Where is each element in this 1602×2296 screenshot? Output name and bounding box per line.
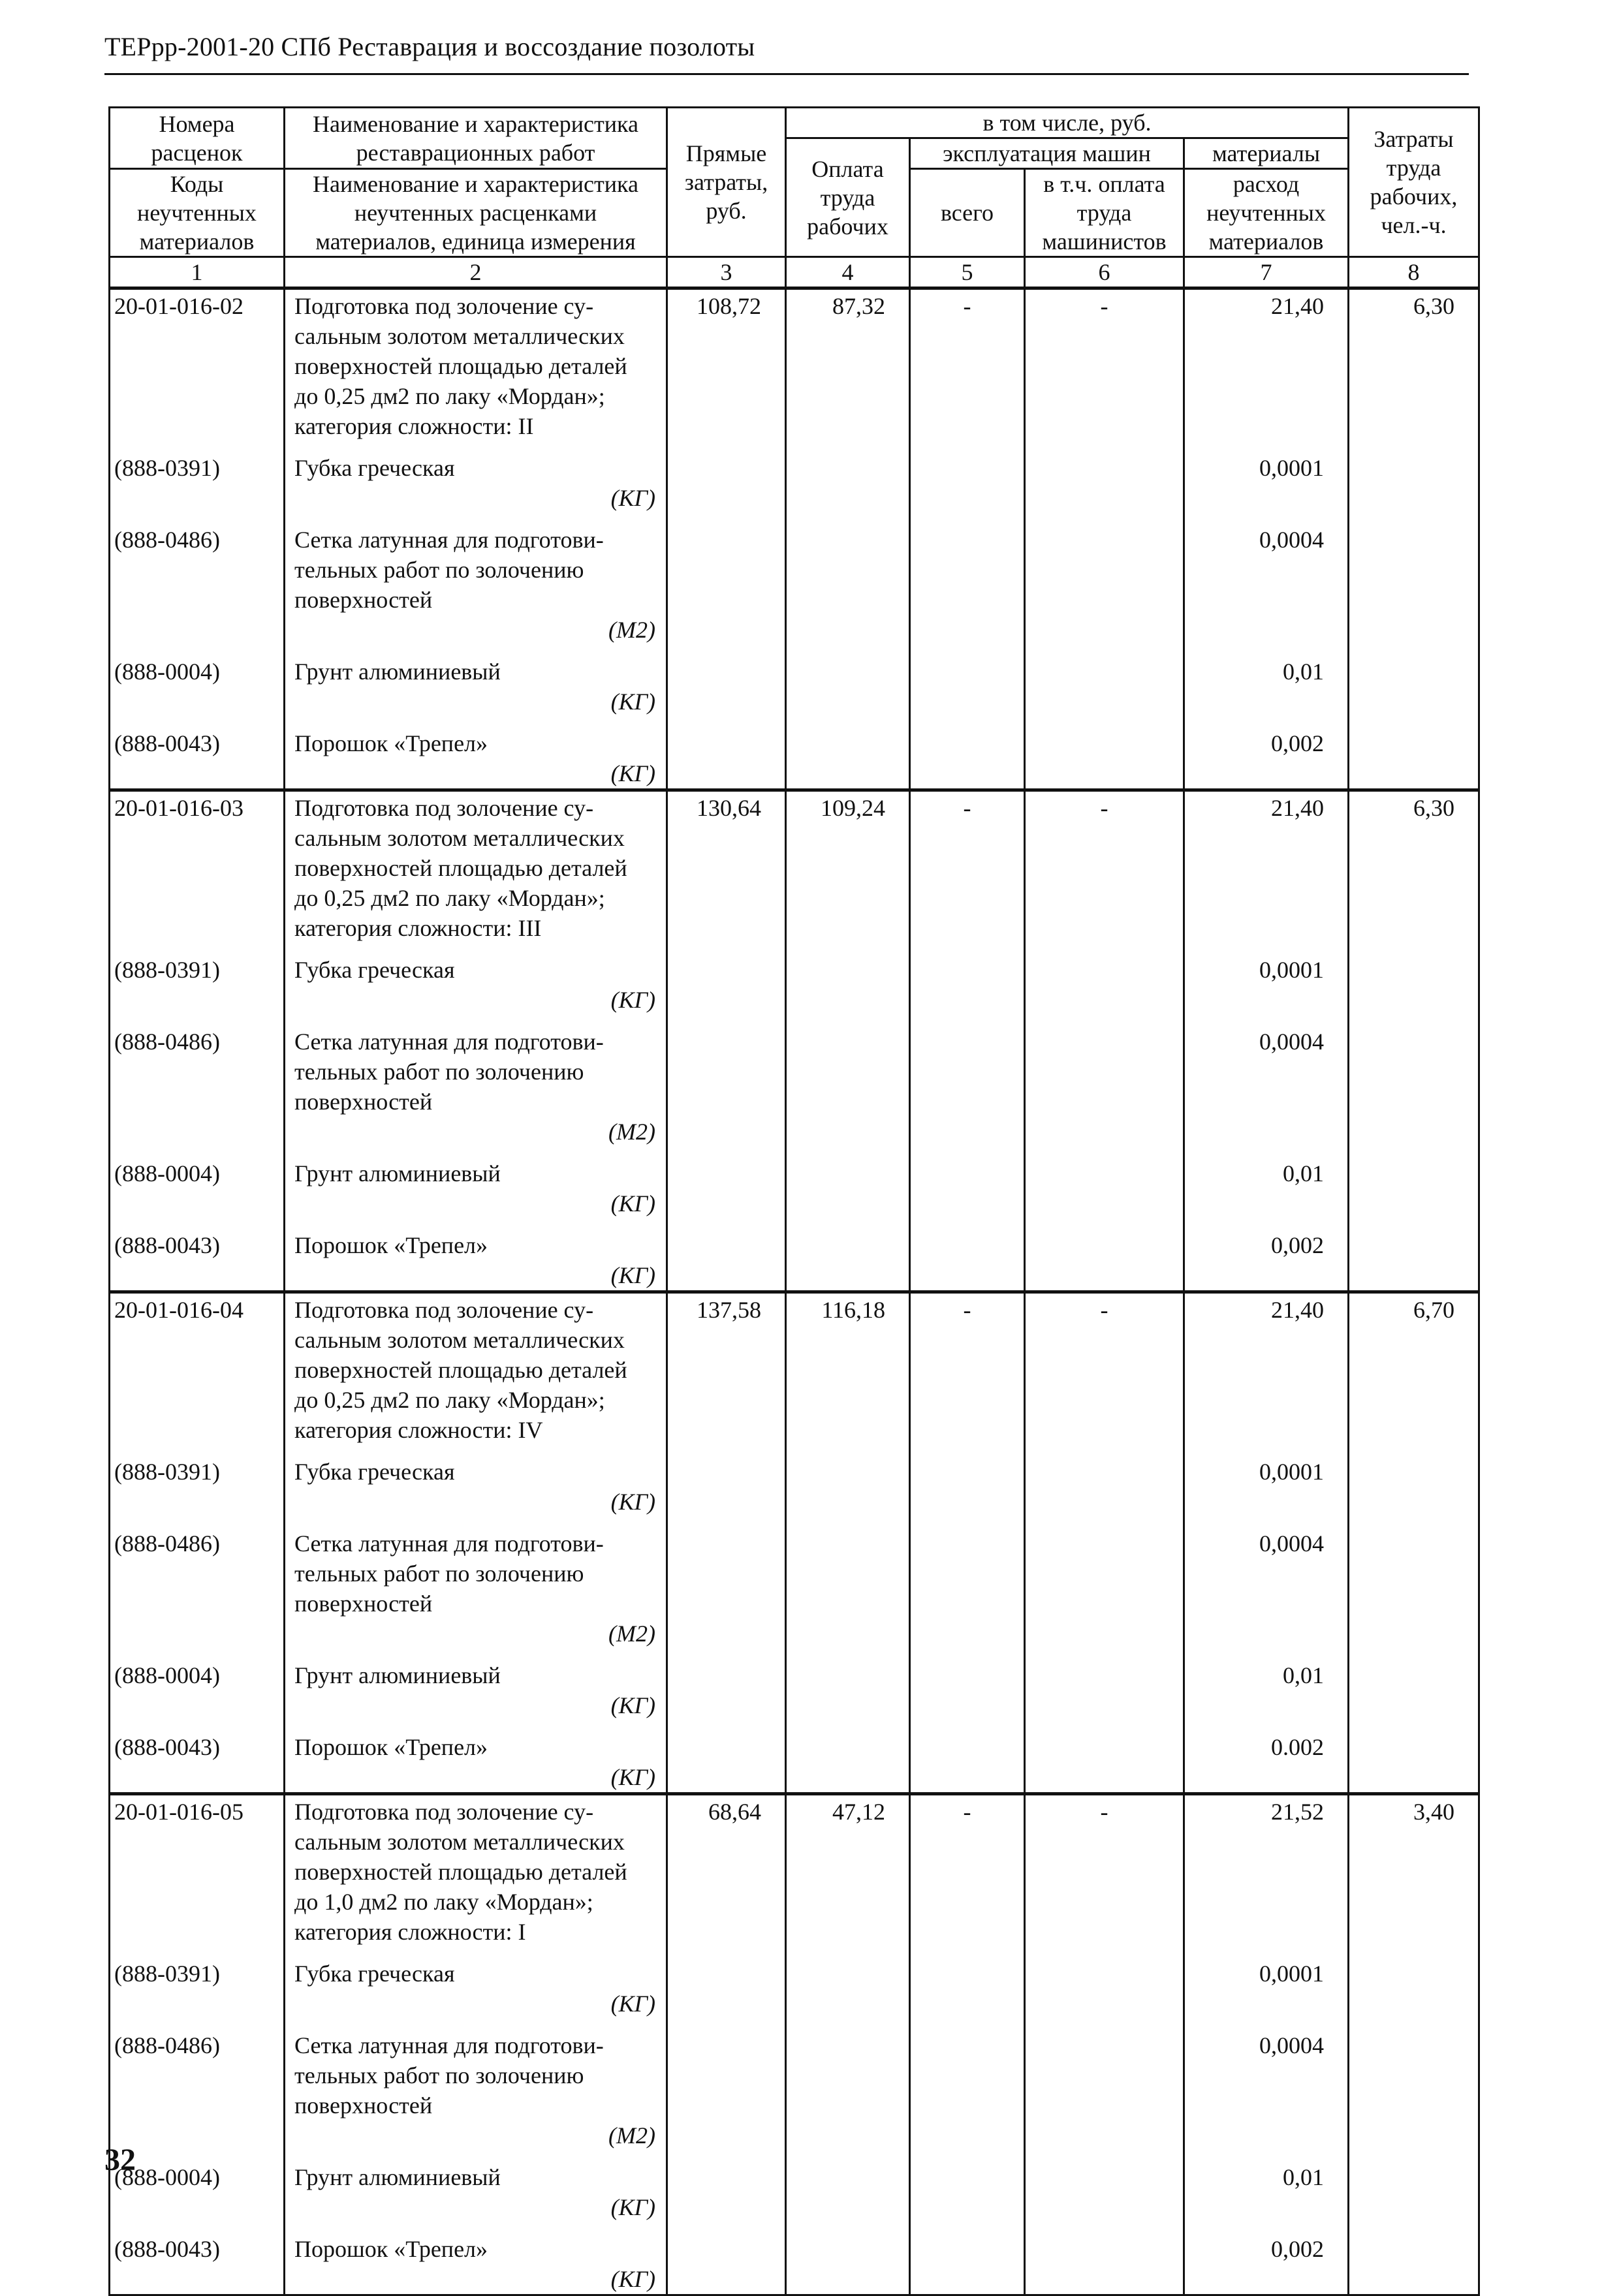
material-amount: 0,01 <box>1184 1649 1349 1720</box>
material-name-cell <box>285 1445 667 1517</box>
labor-hours: 6,30 <box>1349 790 1479 944</box>
direct-cost: 137,58 <box>667 1292 786 1446</box>
machinist-pay: - <box>1025 790 1184 944</box>
machinist-pay: - <box>1025 288 1184 442</box>
material-amount: 0,01 <box>1184 2150 1349 2222</box>
material-amount: 0,0004 <box>1184 1015 1349 1147</box>
labor-hours: 6,70 <box>1349 1292 1479 1446</box>
material-amount: 0,0004 <box>1184 513 1349 645</box>
rate-code: 20-01-016-04 <box>110 1292 285 1446</box>
material-name-cell <box>285 645 667 717</box>
material-name: Порошок «Трепел» <box>294 2236 488 2262</box>
material-amount: 0,01 <box>1184 645 1349 717</box>
header-materials-usage-label: расход неучтенных материалов <box>1206 171 1326 255</box>
machines-total: - <box>910 288 1025 442</box>
direct-cost: 130,64 <box>667 790 786 944</box>
header-direct-cost-label: Прямые затраты, руб. <box>684 140 768 224</box>
material-amount: 0,0001 <box>1184 943 1349 1015</box>
column-number: 6 <box>1025 257 1184 288</box>
rate-code: 20-01-016-02 <box>110 288 285 442</box>
material-row <box>110 1445 1479 1517</box>
rate-row <box>110 790 1479 944</box>
header-rate-numbers-label: Номера расценок <box>151 110 243 166</box>
material-unit: (КГ) <box>610 1692 655 1718</box>
header-cell-direct-cost <box>667 108 786 257</box>
material-code: (888-0004) <box>110 2150 285 2222</box>
material-row <box>110 513 1479 645</box>
labor-hours: 3,40 <box>1349 1794 1479 1947</box>
header-machines-label: эксплуатация машин <box>943 140 1151 166</box>
material-name: Порошок «Трепел» <box>294 730 488 756</box>
material-name-cell <box>285 943 667 1015</box>
material-name-cell <box>285 2150 667 2222</box>
header-cell-materials-usage <box>1184 169 1349 257</box>
material-amount: 0,002 <box>1184 717 1349 790</box>
column-number: 3 <box>667 257 786 288</box>
material-name: Порошок «Трепел» <box>294 1734 488 1760</box>
header-cell-labor-hours <box>1349 108 1479 257</box>
material-unit: (М2) <box>608 1119 655 1145</box>
material-row <box>110 1218 1479 1292</box>
page-number: 32 <box>104 2143 136 2177</box>
material-name-cell <box>285 717 667 790</box>
material-row <box>110 1015 1479 1147</box>
material-amount: 0,002 <box>1184 1218 1349 1292</box>
material-amount: 0,0001 <box>1184 1445 1349 1517</box>
material-code: (888-0391) <box>110 943 285 1015</box>
column-number: 2 <box>285 257 667 288</box>
material-code: (888-0486) <box>110 513 285 645</box>
material-code: (888-0004) <box>110 1147 285 1218</box>
material-name: Губка греческая <box>294 1459 455 1485</box>
header-labor-hours-label: Затраты труда рабочих, чел.-ч. <box>1370 126 1458 238</box>
machines-total: - <box>910 1794 1025 1947</box>
material-name-cell <box>285 513 667 645</box>
header-cell-machines <box>910 138 1184 169</box>
material-code: (888-0486) <box>110 2019 285 2150</box>
material-row <box>110 1517 1479 1649</box>
material-name-cell <box>285 1720 667 1794</box>
rate-code: 20-01-016-03 <box>110 790 285 944</box>
column-numbers-row <box>110 257 1479 288</box>
header-cell-material-names <box>285 169 667 257</box>
rate-row <box>110 1292 1479 1446</box>
header-machines-total-label: всего <box>940 200 994 226</box>
material-amount: 0,0004 <box>1184 1517 1349 1649</box>
material-unit: (М2) <box>608 617 655 643</box>
header-cell-work-name <box>285 108 667 169</box>
material-name-cell <box>285 2222 667 2295</box>
machinist-pay: - <box>1025 1292 1184 1446</box>
material-name: Грунт алюминиевый <box>294 659 501 685</box>
material-amount: 0,01 <box>1184 1147 1349 1218</box>
material-unit: (КГ) <box>610 1190 655 1217</box>
material-code: (888-0043) <box>110 717 285 790</box>
material-name-cell <box>285 1947 667 2019</box>
column-number: 8 <box>1349 257 1479 288</box>
material-code: (888-0043) <box>110 1720 285 1794</box>
material-name: Грунт алюминиевый <box>294 2164 501 2190</box>
material-unit: (КГ) <box>610 987 655 1013</box>
table-body <box>110 288 1479 2295</box>
header-cell-machinist-pay <box>1025 169 1184 257</box>
materials-cost: 21,40 <box>1184 790 1349 944</box>
material-unit: (КГ) <box>610 1489 655 1515</box>
direct-cost: 108,72 <box>667 288 786 442</box>
material-name-cell <box>285 1649 667 1720</box>
material-unit: (КГ) <box>610 760 655 786</box>
column-number: 7 <box>1184 257 1349 288</box>
material-name: Губка греческая <box>294 957 455 983</box>
material-row <box>110 717 1479 790</box>
header-materials-label: материалы <box>1212 140 1321 166</box>
header-material-names-label: Наименование и характеристика неучтенных расценками материалов, единица измерения <box>313 171 638 255</box>
labor-pay: 109,24 <box>786 790 910 944</box>
material-code: (888-0391) <box>110 1947 285 2019</box>
material-code: (888-0486) <box>110 1517 285 1649</box>
material-row <box>110 2222 1479 2295</box>
header-group-label: в том числе, руб. <box>982 110 1152 136</box>
direct-cost: 68,64 <box>667 1794 786 1947</box>
material-amount: 0,0001 <box>1184 441 1349 513</box>
materials-cost: 21,52 <box>1184 1794 1349 1947</box>
material-name: Грунт алюминиевый <box>294 1662 501 1688</box>
material-name: Сетка латунная для подготови-тельных работ по золочению поверхностей <box>294 2032 604 2118</box>
header-labor-pay-label: Оплата труда рабочих <box>807 155 888 240</box>
material-row <box>110 645 1479 717</box>
material-amount: 0,0004 <box>1184 2019 1349 2150</box>
material-row <box>110 1720 1479 1794</box>
header-work-name-label: Наименование и характеристика реставрационных работ <box>313 110 638 166</box>
machines-total: - <box>910 1292 1025 1446</box>
material-unit: (КГ) <box>610 689 655 715</box>
labor-pay: 116,18 <box>786 1292 910 1446</box>
header-cell-rate-numbers <box>110 108 285 169</box>
material-name: Сетка латунная для подготови-тельных работ по золочению поверхностей <box>294 527 604 613</box>
material-amount: 0,002 <box>1184 2222 1349 2295</box>
header-cell-group <box>786 108 1349 138</box>
materials-cost: 21,40 <box>1184 1292 1349 1446</box>
material-name: Губка греческая <box>294 455 455 481</box>
title-rule <box>104 73 1469 75</box>
material-amount: 0,0001 <box>1184 1947 1349 2019</box>
material-unit: (КГ) <box>610 1262 655 1288</box>
material-row <box>110 1649 1479 1720</box>
material-unit: (КГ) <box>610 1764 655 1790</box>
material-name-cell <box>285 441 667 513</box>
material-code: (888-0004) <box>110 1649 285 1720</box>
labor-pay: 47,12 <box>786 1794 910 1947</box>
material-unit: (КГ) <box>610 2266 655 2292</box>
header-cell-labor-pay <box>786 138 910 257</box>
material-unit: (М2) <box>608 2122 655 2149</box>
material-name: Сетка латунная для подготови-тельных работ по золочению поверхностей <box>294 1029 604 1115</box>
material-name-cell <box>285 1147 667 1218</box>
material-name-cell <box>285 1218 667 1292</box>
rate-code: 20-01-016-05 <box>110 1794 285 1947</box>
materials-cost: 21,40 <box>1184 288 1349 442</box>
material-name-cell <box>285 1015 667 1147</box>
rate-description: Подготовка под золочение су-сальным золотом металлических поверхностей площадью деталей до 0,25 дм2 по лаку «Мордан»; категория сложности: III <box>285 790 667 944</box>
material-name: Губка греческая <box>294 1961 455 1987</box>
material-unit: (КГ) <box>610 485 655 511</box>
labor-hours: 6,30 <box>1349 288 1479 442</box>
column-number: 1 <box>110 257 285 288</box>
page-title: ТЕРрр-2001-20 СПб Реставрация и воссоздание позолоты <box>104 32 755 61</box>
table-header <box>110 108 1479 288</box>
header-machinist-pay-label: в т.ч. оплата труда машинистов <box>1042 171 1167 255</box>
rate-description: Подготовка под золочение су-сальным золотом металлических поверхностей площадью деталей до 0,25 дм2 по лаку «Мордан»; категория сложности: II <box>285 288 667 442</box>
material-name: Сетка латунная для подготови-тельных работ по золочению поверхностей <box>294 1530 604 1617</box>
material-code: (888-0391) <box>110 441 285 513</box>
rate-description: Подготовка под золочение су-сальным золотом металлических поверхностей площадью деталей до 1,0 дм2 по лаку «Мордан»; категория сложности: I <box>285 1794 667 1947</box>
material-row <box>110 1147 1479 1218</box>
material-name-cell <box>285 1517 667 1649</box>
material-code: (888-0486) <box>110 1015 285 1147</box>
material-code: (888-0043) <box>110 2222 285 2295</box>
material-row <box>110 441 1479 513</box>
material-code: (888-0004) <box>110 645 285 717</box>
material-name: Грунт алюминиевый <box>294 1160 501 1187</box>
material-amount: 0.002 <box>1184 1720 1349 1794</box>
material-code: (888-0043) <box>110 1218 285 1292</box>
header-cell-machines-total <box>910 169 1025 257</box>
material-row <box>110 2150 1479 2222</box>
rate-row <box>110 1794 1479 1947</box>
machines-total: - <box>910 790 1025 944</box>
material-name: Порошок «Трепел» <box>294 1232 488 1258</box>
machinist-pay: - <box>1025 1794 1184 1947</box>
material-unit: (КГ) <box>610 2194 655 2220</box>
column-number: 4 <box>786 257 910 288</box>
material-row <box>110 2019 1479 2150</box>
header-cell-material-codes <box>110 169 285 257</box>
material-unit: (М2) <box>608 1621 655 1647</box>
material-code: (888-0391) <box>110 1445 285 1517</box>
labor-pay: 87,32 <box>786 288 910 442</box>
norms-table <box>108 106 1480 2296</box>
material-row <box>110 1947 1479 2019</box>
rate-row <box>110 288 1479 442</box>
material-name-cell <box>285 2019 667 2150</box>
header-material-codes-label: Коды неучтенных материалов <box>137 171 257 255</box>
header-cell-materials <box>1184 138 1349 169</box>
material-row <box>110 943 1479 1015</box>
rate-description: Подготовка под золочение су-сальным золотом металлических поверхностей площадью деталей до 0,25 дм2 по лаку «Мордан»; категория сложности: IV <box>285 1292 667 1446</box>
column-number: 5 <box>910 257 1025 288</box>
material-unit: (КГ) <box>610 1991 655 2017</box>
